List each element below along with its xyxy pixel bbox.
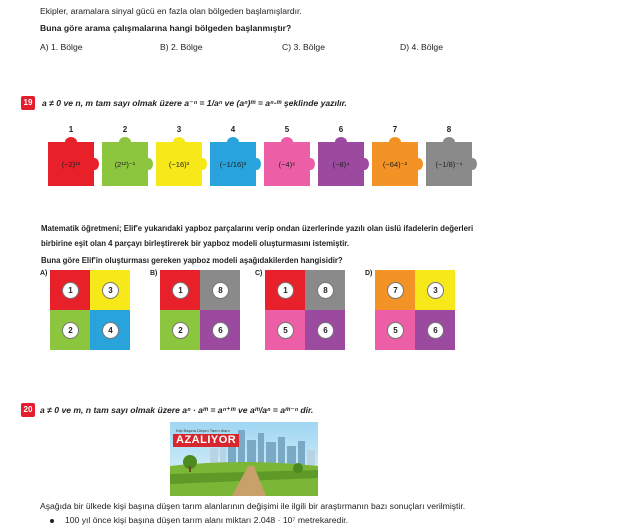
q20-stem: a ≠ 0 ve m, n tam sayı olmak üzere aⁿ · aᵐ = aⁿ⁺ᵐ ve aᵐ/aⁿ = aᵐ⁻ⁿ dir. xyxy=(40,405,314,415)
answer-piece-number: 6 xyxy=(427,322,444,339)
answer-piece-number: 1 xyxy=(277,282,294,299)
option-a[interactable]: A) 1. Bölge xyxy=(40,42,83,52)
answer-piece-number: 1 xyxy=(172,282,189,299)
puzzle-tab xyxy=(173,137,185,147)
prev-question-line: Ekipler, aramalara sinyal gücü en fazla olan bölgeden başlamışlardır. xyxy=(40,6,302,16)
puzzle-piece-expression: (2¹²)⁻¹ xyxy=(114,160,136,169)
answer-piece-number: 5 xyxy=(387,322,404,339)
answer-option-letter[interactable]: B) xyxy=(150,270,158,277)
question-number-20: 20 xyxy=(21,403,35,417)
answer-piece-number: 1 xyxy=(62,282,79,299)
puzzle-piece-number: 4 xyxy=(230,125,236,134)
answer-piece-number: 4 xyxy=(102,322,119,339)
puzzle-piece-number: 7 xyxy=(392,125,398,134)
puzzle-piece-number: 3 xyxy=(176,125,182,134)
answer-piece-number: 5 xyxy=(277,322,294,339)
puzzle-tab xyxy=(65,137,77,147)
puzzle-tab xyxy=(281,137,293,147)
farmland-illustration xyxy=(170,422,318,496)
banner-title: AZALIYOR xyxy=(173,434,239,447)
puzzle-piece-expression: (−1/8)⁻⁴ xyxy=(435,160,463,169)
puzzle-piece-number: 1 xyxy=(68,125,74,134)
answer-piece-number: 2 xyxy=(62,322,79,339)
puzzle-piece-expression: (−2)¹² xyxy=(61,160,81,169)
q19-paragraph-1: Matematik öğretmeni; Elif'e yukarıdaki yapboz parçalarını verip ondan üzerlerinde yazılı olan üslü ifadelerin değerleri xyxy=(41,224,474,233)
banner-caption: Kişi Başına Düşen Tarım Alanı xyxy=(176,428,230,433)
option-c[interactable]: C) 3. Bölge xyxy=(282,42,325,52)
puzzle-tab xyxy=(443,137,455,147)
puzzle-piece-number: 6 xyxy=(338,125,344,134)
answer-piece-number: 7 xyxy=(387,282,404,299)
answer-option-letter[interactable]: A) xyxy=(40,270,48,277)
q19-paragraph-2: birbirine eşit olan 4 parçayı birleştirerek bir yapboz modeli oluşturmasını istemiştir. xyxy=(41,239,350,248)
answer-piece-number: 8 xyxy=(212,282,229,299)
q19-question: Buna göre Elif'in oluşturması gereken yapboz modeli aşağıdakilerden hangisidir? xyxy=(41,256,343,265)
bullet-icon xyxy=(50,519,54,523)
question-number-19: 19 xyxy=(21,96,35,110)
puzzle-piece-expression: (−16)³ xyxy=(168,160,190,169)
answer-piece-number: 3 xyxy=(427,282,444,299)
puzzle-tab xyxy=(389,137,401,147)
puzzle-piece-number: 2 xyxy=(122,125,128,134)
puzzle-piece-number: 5 xyxy=(284,125,290,134)
option-d[interactable]: D) 4. Bölge xyxy=(400,42,443,52)
answer-piece-number: 6 xyxy=(212,322,229,339)
puzzle-piece-expression: (−64)⁻² xyxy=(382,160,408,169)
puzzle-tab xyxy=(335,137,347,147)
q20-bullet-1: 100 yıl önce kişi başına düşen tarım alanı miktarı 2.048 · 10⁷ metrekaredir. xyxy=(65,515,349,525)
answer-option-letter[interactable]: D) xyxy=(365,270,373,277)
answer-option-letter[interactable]: C) xyxy=(255,270,263,277)
puzzle-tab xyxy=(227,137,239,147)
option-b[interactable]: B) 2. Bölge xyxy=(160,42,203,52)
puzzle-piece-expression: (−8)⁴ xyxy=(332,160,350,169)
puzzle-piece-number: 8 xyxy=(446,125,452,134)
q19-stem: a ≠ 0 ve n, m tam sayı olmak üzere a⁻ⁿ = 1/aⁿ ve (aⁿ)ᵐ = aⁿ·ᵐ şeklinde yazılır. xyxy=(42,98,347,108)
puzzle-piece-expression: (−4)⁶ xyxy=(278,160,296,169)
puzzle-tab xyxy=(119,137,131,147)
q20-intro: Aşağıda bir ülkede kişi başına düşen tarım alanlarının değişimi ile ilgili bir araştırmanın bazı sonuçları verilmiştir. xyxy=(40,501,466,511)
prev-question-prompt: Buna göre arama çalışmalarına hangi bölgeden başlanmıştır? xyxy=(40,23,292,33)
answer-piece-number: 8 xyxy=(317,282,334,299)
answer-piece-number: 2 xyxy=(172,322,189,339)
answer-piece-number: 3 xyxy=(102,282,119,299)
answer-piece-number: 6 xyxy=(317,322,334,339)
puzzle-piece-expression: (−1/16)³ xyxy=(219,160,247,169)
